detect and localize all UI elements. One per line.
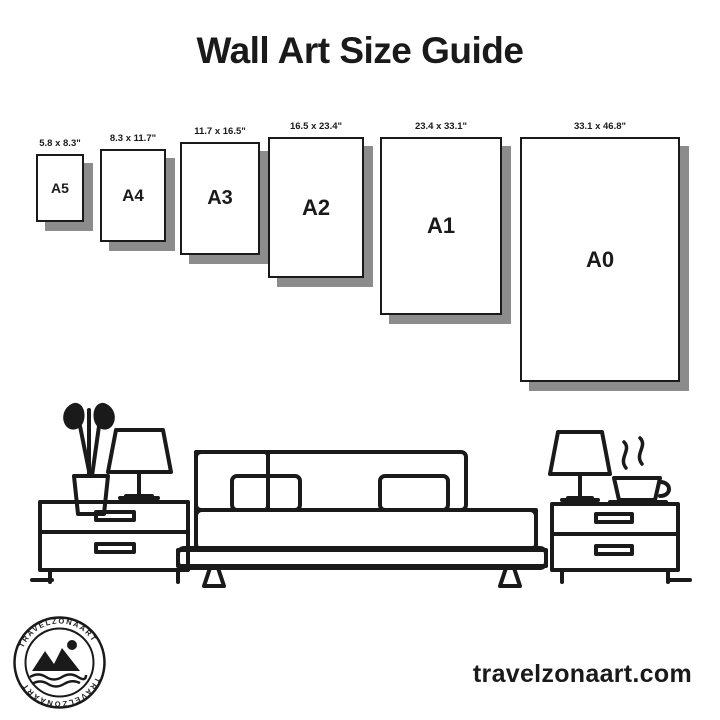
frame-size-row [0,110,720,390]
right-lamp [550,432,610,500]
plant-vase [63,403,115,514]
right-nightstand [552,504,678,582]
frame-item-a4 [100,135,166,246]
bedroom-illustration [0,380,720,600]
frame-dimension-label: 33.1 x 46.8" [573,121,627,132]
left-lamp [108,430,171,498]
frame-size-name: A4 [122,185,144,205]
mountain-logo-icon [30,640,86,687]
frame-a1 [380,137,502,315]
website-url: travelzonaart.com [472,660,692,688]
frame-item-a0 [520,123,680,386]
frame-dimension-label: 11.7 x 16.5" [194,126,246,137]
svg-text:TRAVELZONAART: TRAVELZONAART [19,676,103,709]
frame-dimension-label: 8.3 x 11.7" [109,133,157,144]
frame-a3 [180,142,260,255]
left-nightstand [40,502,188,582]
frame-item-a1 [380,123,502,319]
frame-dimension-label: 23.4 x 33.1" [414,121,468,132]
page-title: Wall Art Size Guide [196,30,524,71]
frame-size-name: A2 [301,194,331,220]
frame-dimension-label: 5.8 x 8.3" [39,138,81,149]
frame-size-name: A5 [51,180,69,196]
svg-text:TRAVELZONAART: TRAVELZONAART [16,616,100,649]
frame-dimension-label: 16.5 x 23.4" [289,121,343,132]
frame-a0 [520,137,680,382]
frame-a4 [100,149,166,242]
frame-item-a5 [36,140,84,226]
frame-size-name: A3 [207,187,233,209]
coffee-cup [610,438,669,502]
frame-size-name: A1 [426,213,456,238]
frame-a2 [268,137,364,278]
brand-logo [12,615,107,710]
bed [178,452,546,586]
frame-size-name: A0 [585,246,615,272]
frame-a5 [36,154,84,222]
frame-item-a3 [180,128,260,259]
frame-item-a2 [268,123,364,282]
